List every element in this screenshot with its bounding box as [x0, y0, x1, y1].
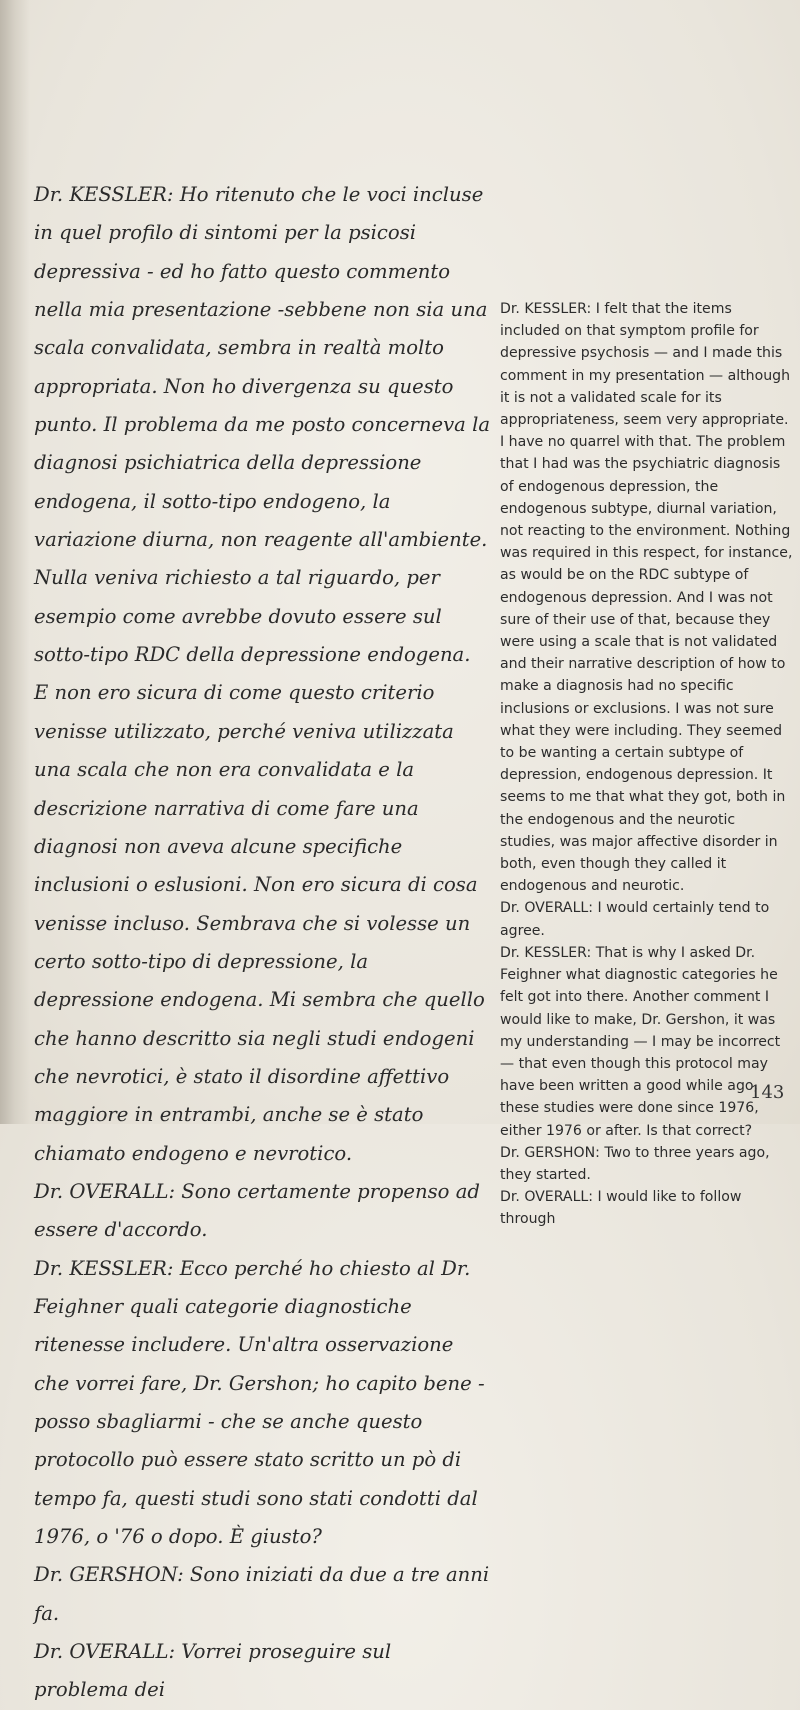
page-number: 143: [750, 1082, 785, 1103]
italian-text-column: [34, 176, 490, 1710]
english-paragraph: Dr. KESSLER: I felt that the items included on that symptom profile for depressive psychosis — and I made this comment in my presentation — although it is not a validated scale for its appropriateness, seem very appropriate. I have no quarrel with that. The problem that I had was the psychiatric diagnosis of endogenous depression, the endogenous subtype, diurnal variation, not reacting to the environment. Nothing was required in this respect, for instance, as would be on the RDC subtype of endogenous depression. And I was not sure of their use of that, because they were using a scale that is not validated and their narrative description of how to make a diagnosis had no specific inclusions or exclusions. I was not sure what they were including. They seemed to be wanting a certain subtype of depression, endogenous depression. It seems to me that what they got, both in the endogenous and the neurotic studies, was major affective disorder in both, even though they called it endogenous and neurotic.: [500, 301, 793, 895]
italian-paragraph: Dr. KESSLER: Ecco perché ho chiesto al Dr. Feighner quali categorie diagnostiche ritenesse includere. Un'altra osservazione che vorrei fare, Dr. Gershon; ho capito bene - posso sbagliarmi - che se anche questo protocollo può essere stato scritto un pò di tempo fa, questi studi sono stati condotti dal 1976, o '76 o dopo. È giusto?: [34, 1256, 485, 1549]
italian-paragraph: Dr. GERSHON: Sono iniziati da due a tre anni fa.: [34, 1563, 490, 1625]
english-paragraph: Dr. OVERALL: I would certainly tend to agree.: [500, 900, 770, 939]
page-binding-edge: [0, 0, 30, 1124]
italian-paragraph: Dr. OVERALL: Sono certamente propenso ad essere d'accordo.: [34, 1179, 480, 1242]
italian-paragraph: Dr. OVERALL: Vorrei proseguire sul problema dei: [34, 1640, 392, 1702]
italian-paragraph: Dr. KESSLER: Ho ritenuto che le voci incluse in quel profilo di sintomi per la psicosi depressiva - ed ho fatto questo commento nella mia presentazione -sebbene non sia una scala convalidata, sembra in realtà molto appropriata. Non ho divergenza su questo punto. Il problema da me posto concerneva la diagnosi psichiatrica della depressione endogena, il sotto-tipo endogeno, la variazione diurna, non reagente all'ambiente. Nulla veniva richiesto a tal riguardo, per esempio come avrebbe dovuto essere sul sotto-tipo RDC della depressione endogena. E non ero sicura di come questo criterio venisse utilizzato, perché veniva utilizzata una scala che non era convalidata e la descrizione narrativa di come fare una diagnosi non aveva alcune specifiche inclusioni o eslusioni. Non ero sicura di cosa venisse incluso. Sembrava che si volesse un certo sotto-tipo di depressione, la depressione endogena. Mi sembra che quello che hanno descritto sia negli studi endogeni che nevrotici, è stato il disordine affettivo maggiore in entrambi, anche se è stato chiamato endogeno e nevrotico.: [34, 183, 491, 1165]
english-paragraph: Dr. KESSLER: That is why I asked Dr. Feighner what diagnostic categories he felt got into there. Another comment I would like to make, Dr. Gershon, it was my understanding — I may be incorrect — that even though this protocol may have been written a good while ago, these studies were done since 1976, either 1976 or after. Is that correct?: [500, 944, 781, 1139]
english-paragraph: Dr. GERSHON: Two to three years ago, they started.: [500, 1144, 770, 1183]
english-paragraph: Dr. OVERALL: I would like to follow through: [500, 1189, 742, 1228]
